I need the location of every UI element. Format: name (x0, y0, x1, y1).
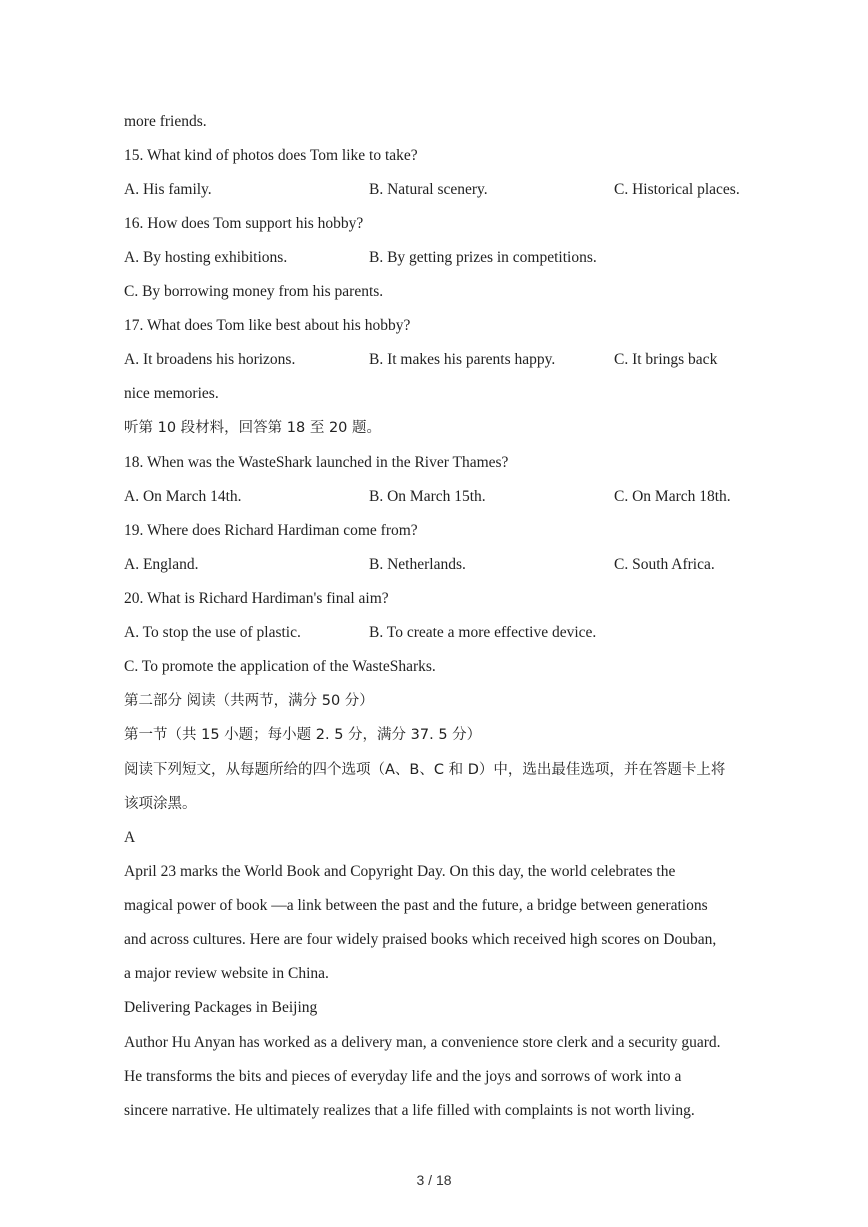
option-17-c: C. It brings back (614, 351, 718, 368)
passage-line: magical power of book —a link between the past and the future, a bridge between generations (124, 897, 708, 914)
book-1-text-line: He transforms the bits and pieces of everyday life and the joys and sorrows of work into a (124, 1068, 682, 1085)
option-19-b: B. Netherlands. (369, 556, 466, 573)
option-18-b: B. On March 15th. (369, 488, 486, 505)
option-15-c: C. Historical places. (614, 181, 740, 198)
option-17-a: A. It broadens his horizons. (124, 351, 296, 368)
book-1-text-line: Author Hu Anyan has worked as a delivery man, a convenience store clerk and a security guard. (124, 1034, 721, 1051)
option-19-a: A. England. (124, 556, 199, 573)
question-19: 19. Where does Richard Hardiman come from? (124, 522, 418, 539)
option-16-b: B. By getting prizes in competitions. (369, 249, 597, 266)
option-17-c-continued: nice memories. (124, 385, 219, 402)
question-18: 18. When was the WasteShark launched in the River Thames? (124, 454, 509, 471)
passage-label: A (124, 829, 136, 846)
section-1-heading: 第一节（共 15 小题；每小题 2. 5 分，满分 37. 5 分） (124, 727, 482, 743)
book-1-title: Delivering Packages in Beijing (124, 999, 318, 1016)
passage-line: April 23 marks the World Book and Copyright Day. On this day, the world celebrates the (124, 863, 676, 880)
option-16-a: A. By hosting exhibitions. (124, 249, 288, 266)
option-15-b: B. Natural scenery. (369, 181, 488, 198)
option-19-c: C. South Africa. (614, 556, 715, 573)
option-18-c: C. On March 18th. (614, 488, 731, 505)
reading-instructions-line-1: 阅读下列短文，从每题所给的四个选项（A、B、C 和 D）中，选出最佳选项，并在答题卡上将 (124, 762, 726, 778)
options-19 (124, 555, 764, 575)
question-15: 15. What kind of photos does Tom like to take? (124, 147, 418, 164)
part-2-heading: 第二部分 阅读（共两节，满分 50 分） (124, 693, 374, 709)
listening-10-instruction: 听第 10 段材料，回答第 18 至 20 题。 (124, 420, 382, 436)
option-17-b: B. It makes his parents happy. (369, 351, 556, 368)
option-20-c: C. To promote the application of the WasteSharks. (124, 658, 436, 675)
passage-line: a major review website in China. (124, 965, 329, 982)
option-20-a: A. To stop the use of plastic. (124, 624, 301, 641)
option-15-a: A. His family. (124, 181, 212, 198)
book-1-text-line: sincere narrative. He ultimately realizes that a life filled with complaints is not worth living. (124, 1102, 695, 1119)
options-20 (124, 623, 764, 643)
option-16-c: C. By borrowing money from his parents. (124, 283, 384, 300)
passage-line: and across cultures. Here are four widely praised books which received high scores on Douban, (124, 931, 717, 948)
options-15 (124, 180, 764, 200)
question-17: 17. What does Tom like best about his hobby? (124, 317, 411, 334)
continuation-text: more friends. (124, 113, 207, 130)
question-16: 16. How does Tom support his hobby? (124, 215, 364, 232)
option-20-b: B. To create a more effective device. (369, 624, 597, 641)
options-18 (124, 487, 764, 507)
options-17 (124, 350, 764, 370)
options-16 (124, 248, 764, 268)
option-18-a: A. On March 14th. (124, 488, 242, 505)
page-number: 3 / 18 (416, 1172, 452, 1188)
reading-instructions-line-2: 该项涂黑。 (124, 796, 197, 812)
question-20: 20. What is Richard Hardiman's final aim? (124, 590, 389, 607)
